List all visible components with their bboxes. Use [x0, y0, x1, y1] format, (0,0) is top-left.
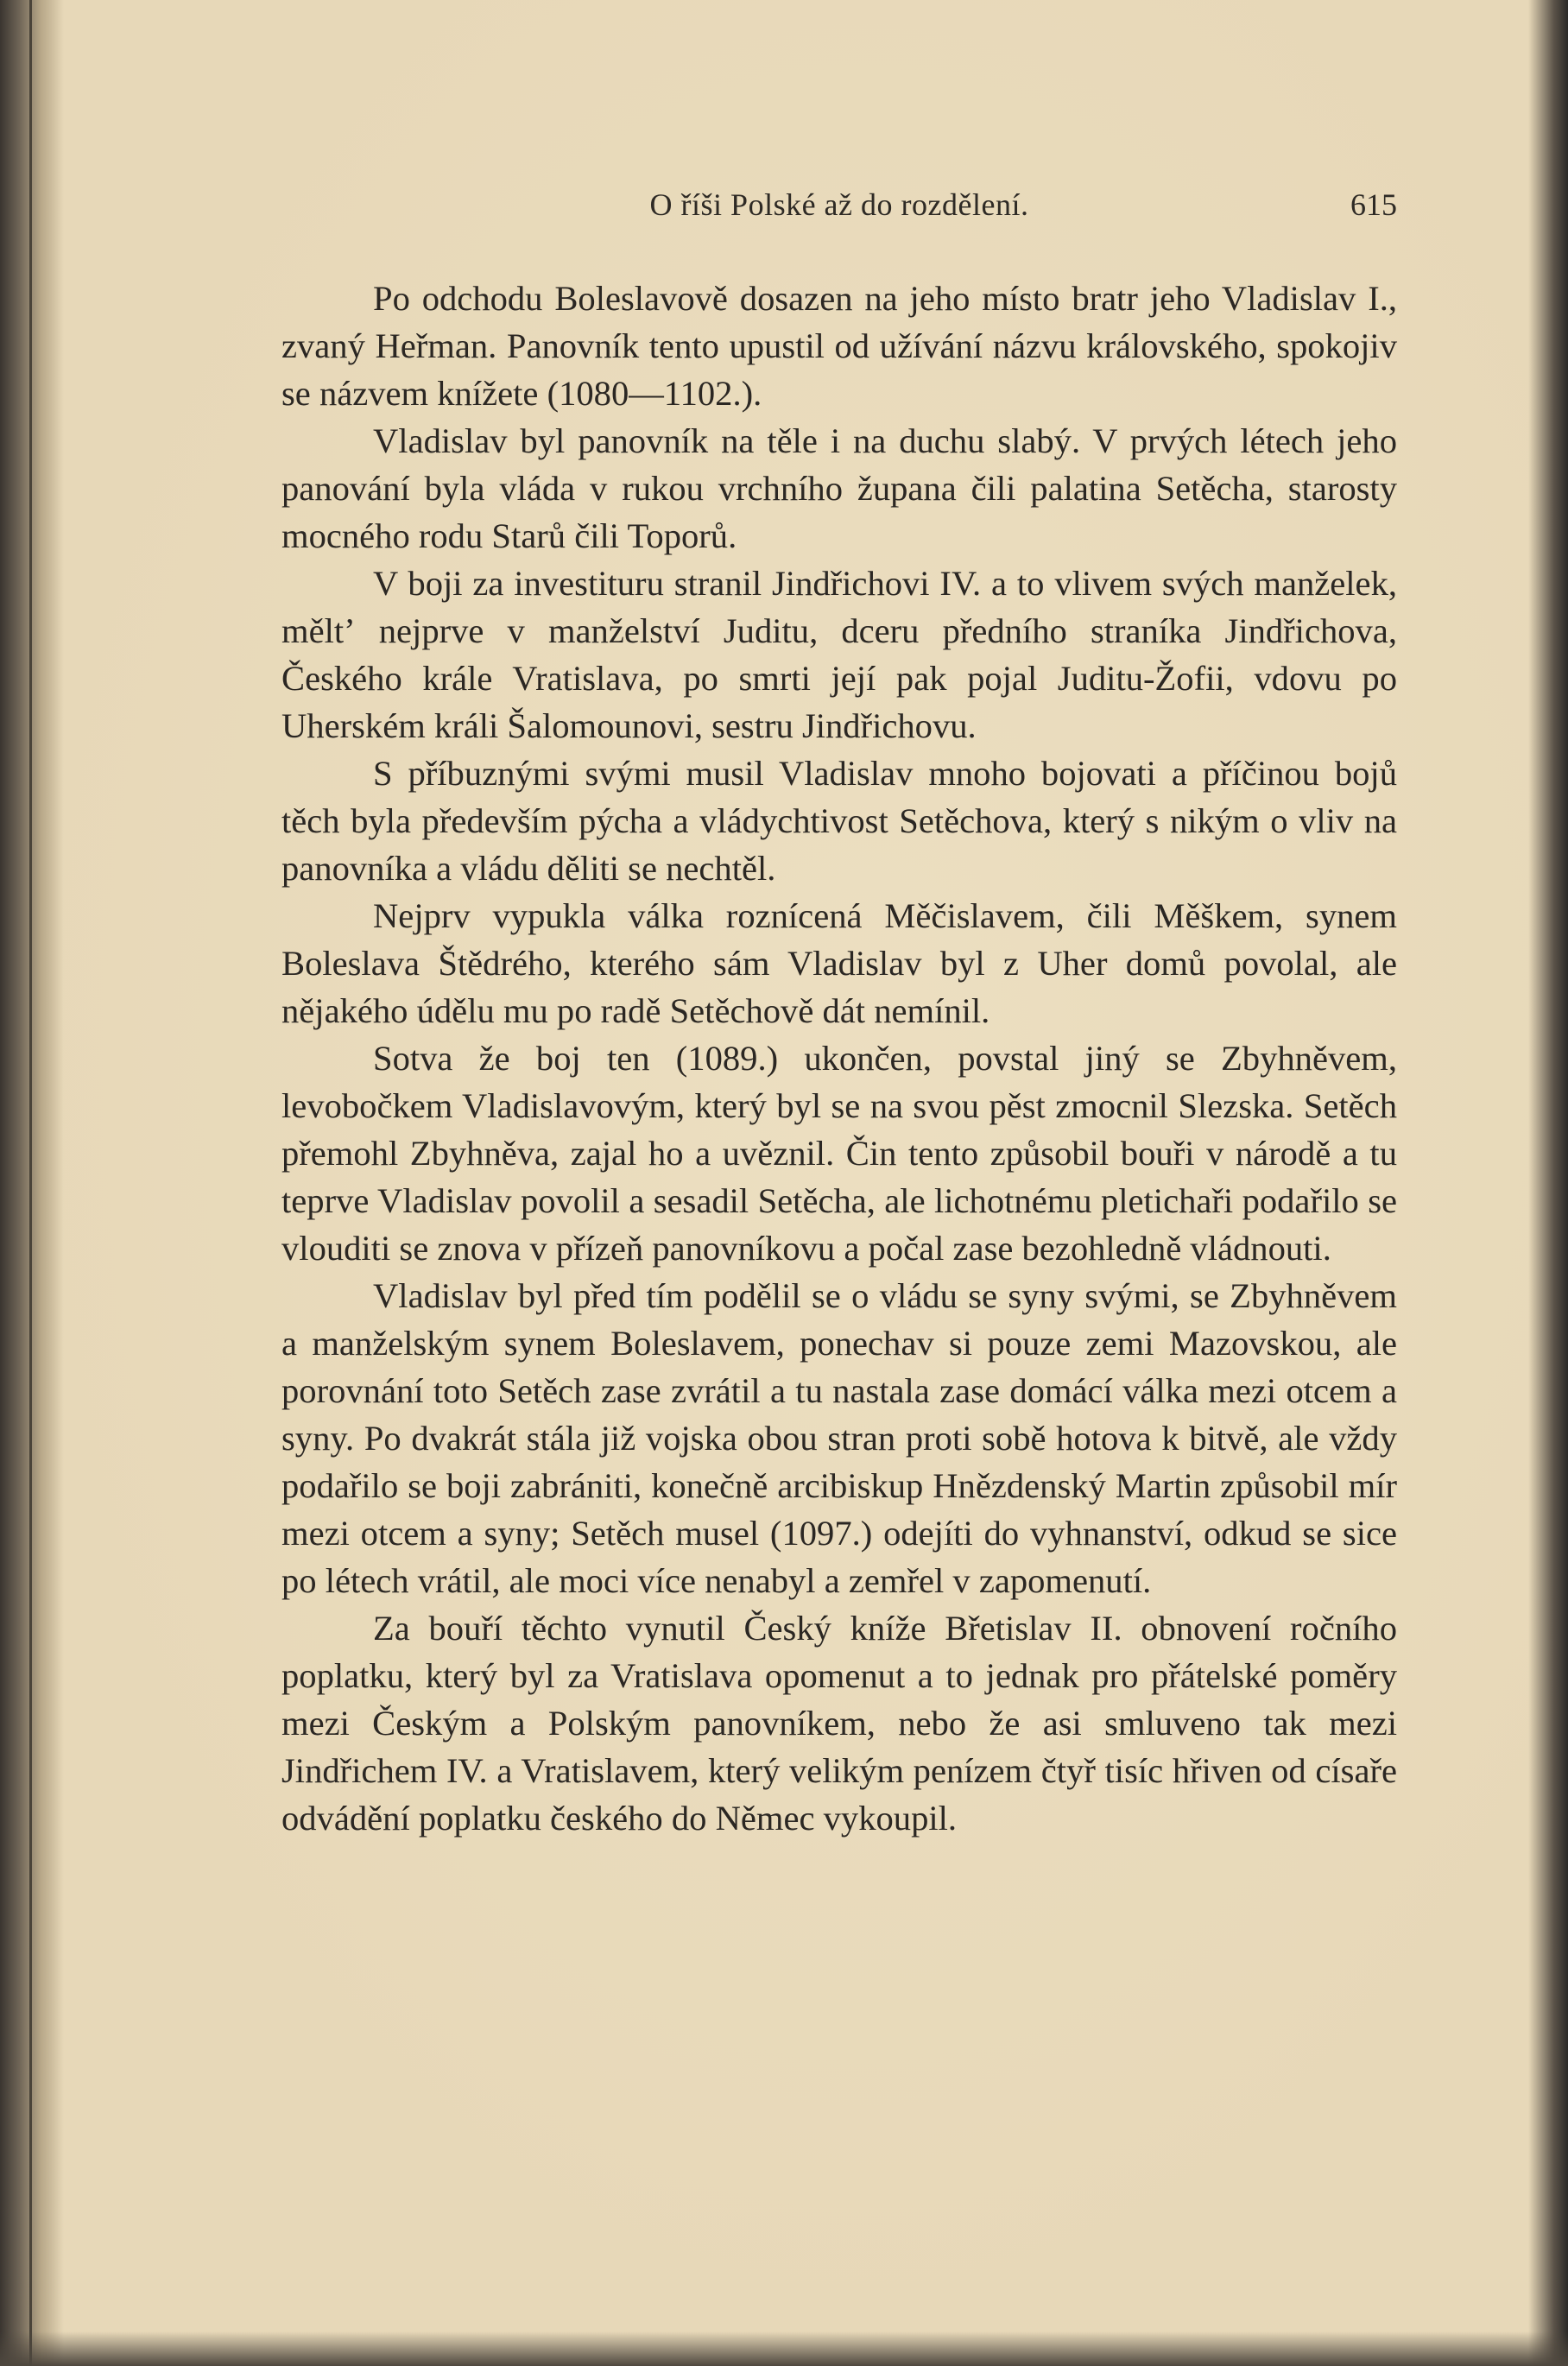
paragraph: Sotva že boj ten (1089.) ukončen, povstal jiný se Zbyhněvem, levobočkem Vladislavovým, který byl se na svou pěst zmocnil Slezska. Setěch přemohl Zbyhněva, zajal ho a uvěznil. Čin tento způsobil bouři v národě a tu teprve Vladislav povolil a sesadil Setěcha, ale lichotnému pletichaři podařilo se vlouditi se znova v přízeň panovníkovu a počal zase bezohledně vládnouti.	[281, 1039, 1397, 1268]
page-bottom-edge	[0, 2331, 1568, 2366]
paragraph: V boji za investituru stranil Jindřichovi IV. a to vlivem svých manželek, měltʼ nejprve v manželství Juditu, dceru předního straníka Jindřichova, Českého krále Vratislava, po smrti její pak pojal Juditu-Žofii, vdovu po Uherském králi Šalomounovi, sestru Jindřichovu.	[281, 564, 1397, 745]
page-right-edge	[1528, 0, 1568, 2366]
body-text	[281, 275, 1397, 1842]
binding-edge-line	[29, 0, 32, 2366]
page-number: 615	[1350, 187, 1397, 222]
paragraph: Nejprv vypukla válka roznícená Měčislavem, čili Měškem, synem Boleslava Štědrého, kterého sám Vladislav byl z Uher domů povolal, ale nějakého údělu mu po radě Setěchově dát nemínil.	[281, 896, 1397, 1030]
paragraph: Po odchodu Boleslavově dosazen na jeho místo bratr jeho Vladislav I., zvaný Heřman. Panovník tento upustil od užívání názvu královského, spokojiv se názvem knížete (1080—1102.).	[281, 279, 1397, 413]
paragraph: S příbuznými svými musil Vladislav mnoho bojovati a příčinou bojů těch byla především pýcha a vládychtivost Setěchova, který s nikým o vliv na panovníka a vládu děliti se nechtěl.	[281, 754, 1397, 888]
book-binding-shadow	[0, 0, 64, 2366]
paragraph: Vladislav byl před tím podělil se o vládu se syny svými, se Zbyhněvem a manželským synem Boleslavem, ponechav si pouze zemi Mazovskou, ale porovnání toto Setěch zase zvrátil a tu nastala zase domácí válka mezi otcem a syny. Po dvakrát stála již vojska obou stran proti sobě hotova k bitvě, ale vždy podařilo se boji zabrániti, konečně arcibiskup Hnězdenský Martin způsobil mír mezi otcem a syny; Setěch musel (1097.) odejíti do vyhnanství, odkud se sice po létech vrátil, ale moci více nenabyl a zemřel v zapomenutí.	[281, 1276, 1397, 1600]
paragraph: Za bouří těchto vynutil Český kníže Břetislav II. obnovení ročního poplatku, který byl za Vratislava opomenut a to jednak pro přátelské poměry mezi Českým a Polským panovníkem, nebo že asi smluveno tak mezi Jindřichem IV. a Vratislavem, který velikým penízem čtyř tisíc hřiven od císaře odvádění poplatku českého do Němec vykoupil.	[281, 1609, 1397, 1838]
paragraph: Vladislav byl panovník na těle i na duchu slabý. V prvých létech jeho panování byla vláda v rukou vrchního župana čili palatina Setěcha, starosty mocného rodu Starů čili Toporů.	[281, 421, 1397, 555]
running-title: O říši Polské až do rozdělení.	[649, 187, 1029, 222]
page-header	[281, 181, 1397, 230]
